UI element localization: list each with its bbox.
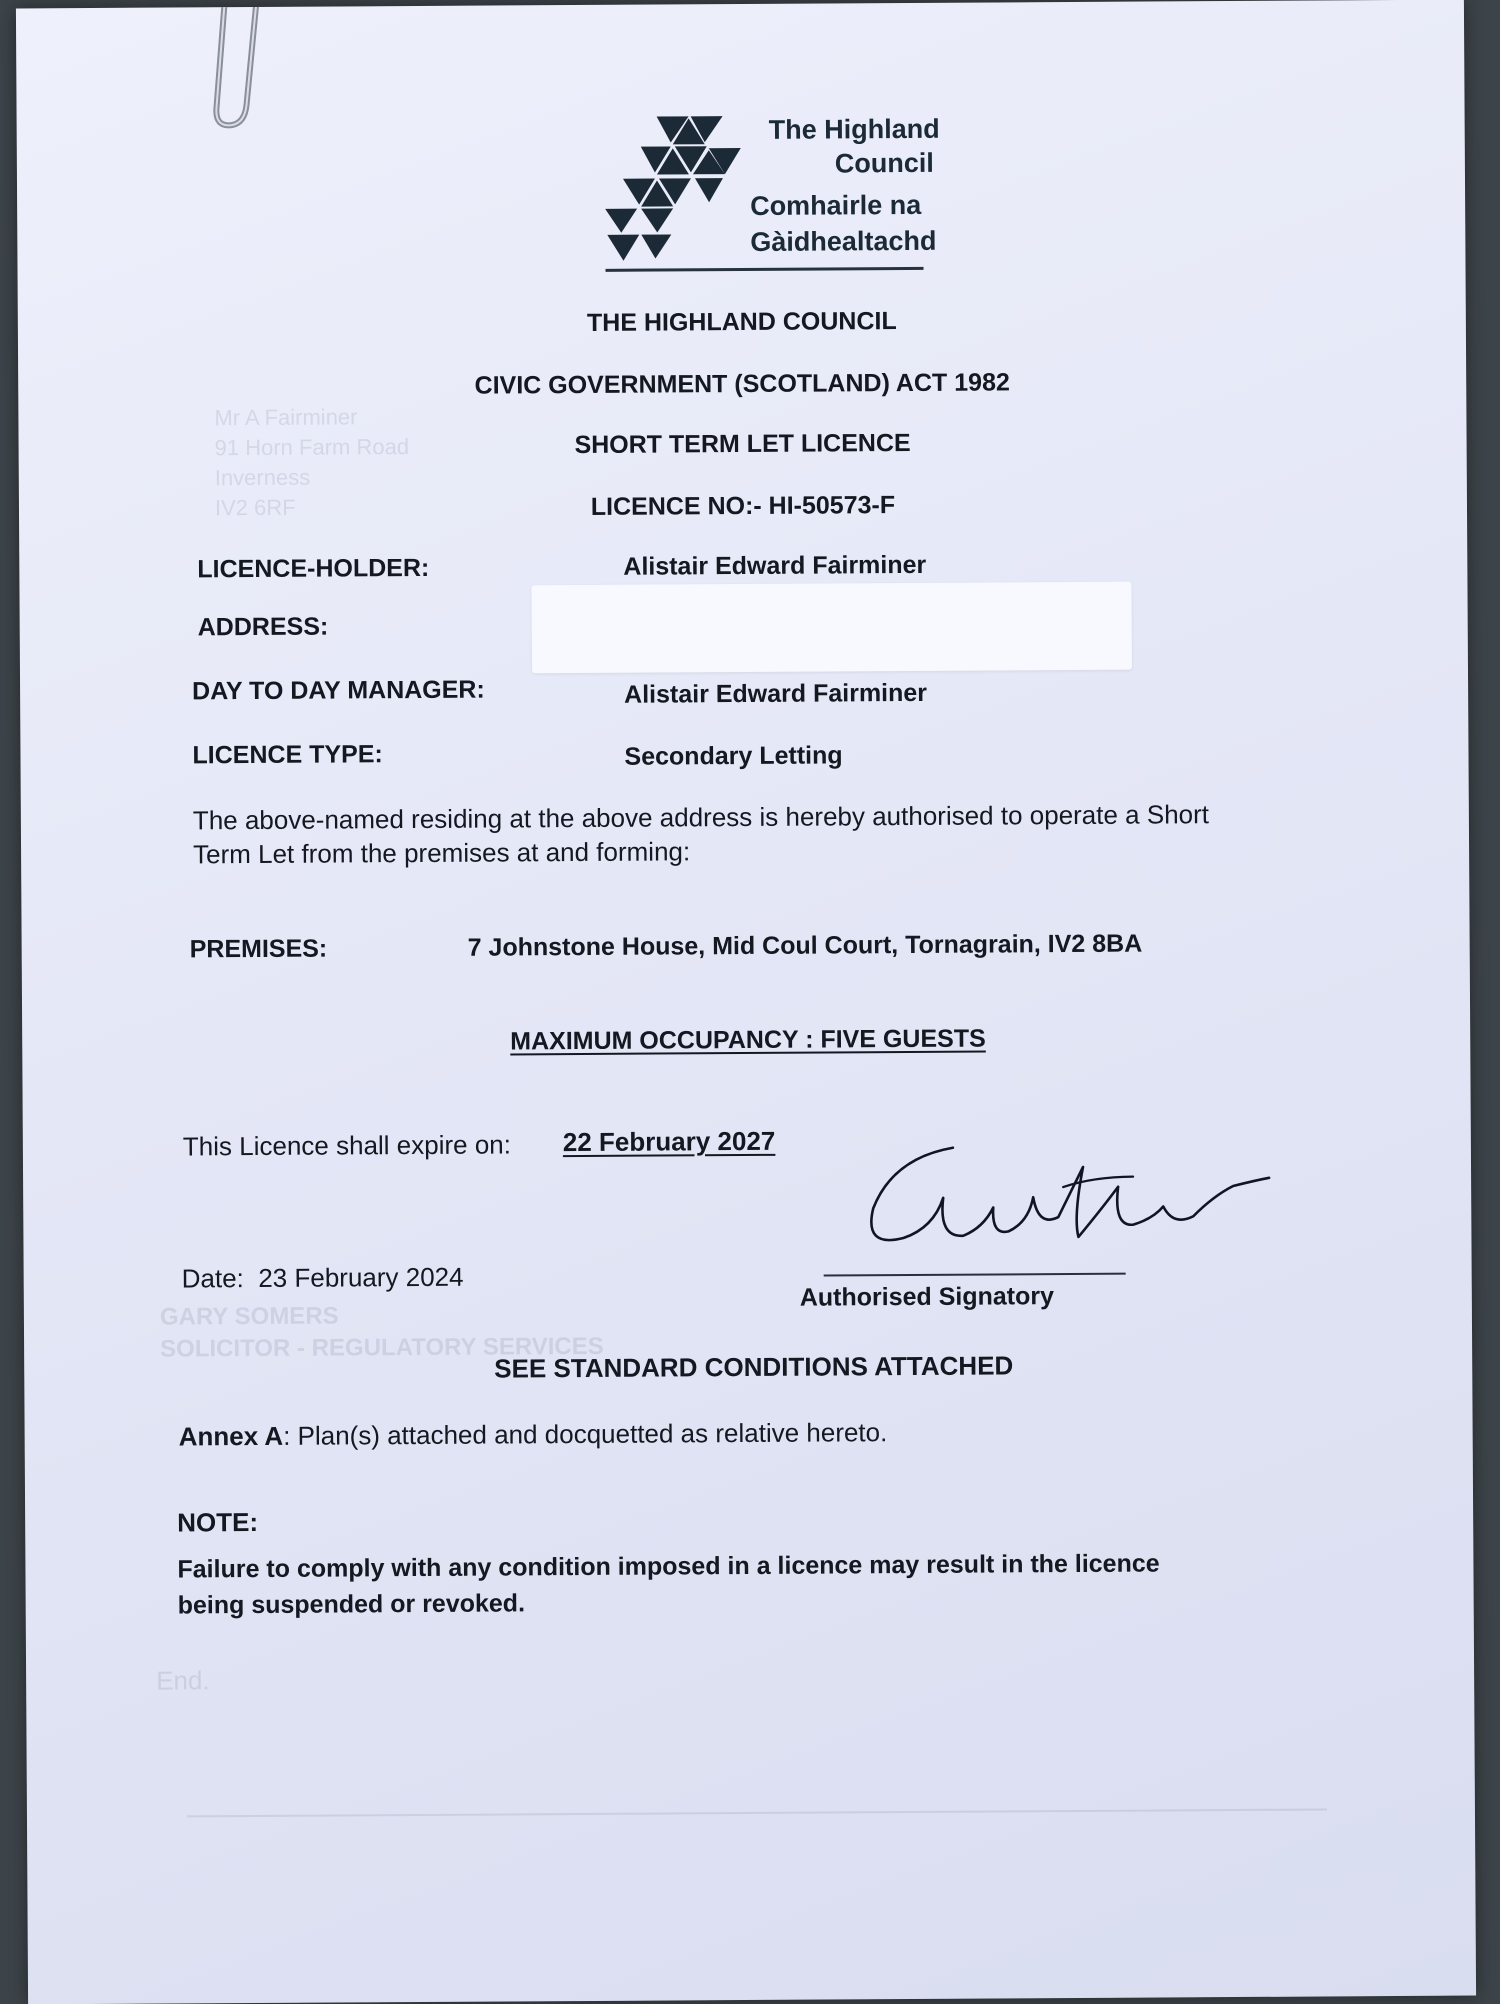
address-label: ADDRESS:	[197, 612, 329, 642]
show-through-text: 91 Horn Farm Road	[214, 434, 410, 461]
licence-holder-value: Alistair Edward Fairminer	[623, 550, 927, 581]
annex-text: : Plan(s) attached and docquetted as relative hereto.	[283, 1417, 888, 1451]
licence-holder-label: LICENCE-HOLDER:	[197, 553, 430, 584]
act-heading: CIVIC GOVERNMENT (SCOTLAND) ACT 1982	[474, 368, 1010, 400]
licence-type-value: Secondary Letting	[624, 741, 843, 771]
annex-label: Annex A	[178, 1420, 284, 1452]
show-through-text: End.	[156, 1665, 210, 1696]
show-through-text: Mr A Fairminer	[214, 404, 358, 431]
signature-icon	[833, 1126, 1274, 1279]
licence-title: SHORT TERM LET LICENCE	[574, 428, 911, 460]
logo-line: Gàidhealtachd	[750, 225, 937, 257]
warning-line: Failure to comply with any condition imposed in a licence may result in the licence	[177, 1549, 1160, 1584]
date-value: 23 February 2024	[258, 1261, 464, 1293]
show-through-text: SOLICITOR - REGULATORY SERVICES	[160, 1332, 604, 1363]
logo-line: The Highland	[768, 113, 940, 145]
authorised-signatory: Authorised Signatory	[799, 1282, 1055, 1312]
note-label: NOTE:	[177, 1506, 259, 1538]
expiry-label: This Licence shall expire on:	[182, 1129, 512, 1162]
licence-type-label: LICENCE TYPE:	[192, 740, 383, 770]
warning-line: being suspended or revoked.	[177, 1589, 526, 1620]
show-through-text: GARY SOMERS	[159, 1302, 339, 1331]
address-redaction	[531, 582, 1132, 674]
manager-label: DAY TO DAY MANAGER:	[192, 675, 485, 706]
authorisation-line: The above-named residing at the above address is hereby authorised to operate a Short	[192, 799, 1210, 836]
paper-clip-icon	[186, 0, 297, 147]
premises-label: PREMISES:	[189, 934, 328, 964]
manager-value: Alistair Edward Fairminer	[624, 678, 928, 709]
logo-line: Council	[834, 147, 934, 179]
licence-document	[16, 0, 1476, 2004]
standard-conditions: SEE STANDARD CONDITIONS ATTACHED	[494, 1350, 1014, 1384]
premises-value: 7 Johnstone House, Mid Coul Court, Tornagrain, IV2 8BA	[467, 929, 1143, 962]
council-heading: THE HIGHLAND COUNCIL	[586, 307, 897, 337]
expiry-date: 22 February 2027	[562, 1125, 776, 1158]
date-label	[182, 1262, 464, 1295]
show-through-rule	[187, 1808, 1327, 1817]
show-through-text: IV2 6RF	[214, 494, 296, 521]
logo-line: Comhairle na	[750, 189, 922, 221]
maximum-occupancy: MAXIMUM OCCUPANCY : FIVE GUESTS	[510, 1024, 986, 1056]
annex-line	[179, 1417, 888, 1452]
date-label-text: Date:	[181, 1263, 244, 1294]
licence-number: LICENCE NO:- HI-50573-F	[590, 491, 896, 521]
show-through-text: Inverness	[214, 464, 311, 491]
authorisation-line: Term Let from the premises at and forming:	[192, 836, 691, 870]
